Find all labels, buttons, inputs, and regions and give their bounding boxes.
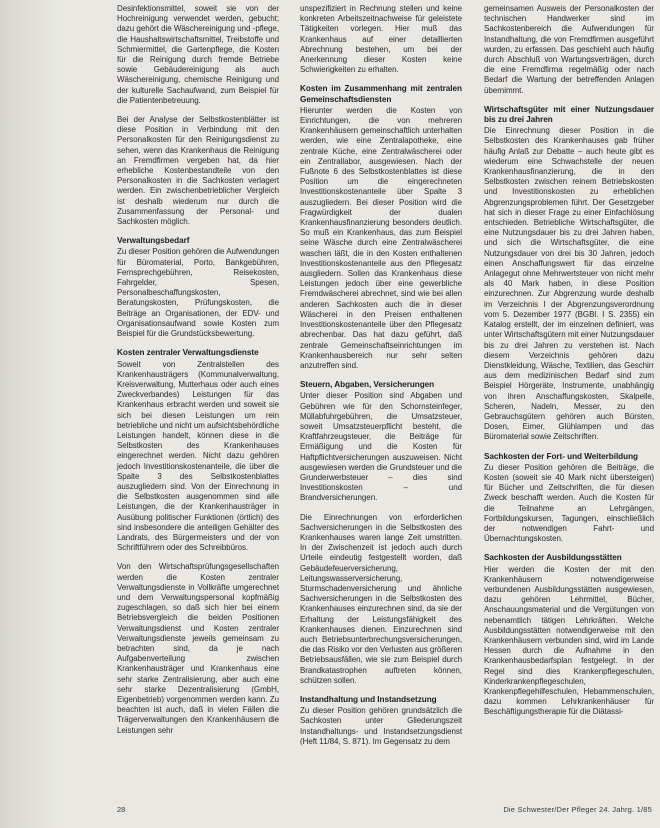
section-heading: Instandhaltung und Instandsetzung: [300, 695, 437, 704]
paragraph: Unter dieser Position sind Abgaben und Gebühren wie für den Schornsteinfeger, Müllabfuhrgebühren, die Umsatzsteuer, soweit Umsatzsteuerpflicht besteht, die Kraftfahrzeugsteuer, die Beiträge für Ermäßigung und die Kosten für Haftpflichtversicherungen auszuweisen. Nicht ausgewiesen werden die Grundsteuer und die Grunderwerbsteuer – dies sind Investitionskosten – und Brandversicherungen.: [300, 391, 462, 503]
section-heading: Kosten zentraler Verwaltungsdienste: [117, 348, 259, 358]
paragraph: Hier werden die Kosten der mit den Krankenhäusern notwendigerweise verbundenen Ausbildungsstätten ausgewiesen, dazu gehören Lehrmittel, Bücher, Anschauungsmaterial und die Vergütungen von nebenamtlich tätigen Lehrkräften. Welche Ausbildungsstätten notwendigerweise mit den Krankenhäusern verbunden sind, wird im Lande Hessen durch die Aufnahme in den Krankenhausbedarfsplan festgelegt. In der Regel sind dies Krankenpflegeschulen, Kinderkrankenpflegeschulen, Krankenpflegehilfeschulen, Hebammenschulen, dazu kommen Lehrkrankenhäuser für Beschäftigungstherapie für die Diätassi-: [484, 564, 654, 717]
section-heading: Sachkosten der Ausbildungsstätten: [484, 553, 622, 563]
paragraph: Zu dieser Position gehören grundsätzlich die Sachkosten unter Gliederungszeit Instandhaltungs- und Instandsetzungsdienst (Heft 11/84, S. 871). Im Gegensatz zu dem: [300, 706, 462, 746]
paragraph: unspezifiziert in Rechnung stellen und keine konkreten Arbeitszeitnachweise für geleistete Tätigkeiten vorlegen. Hier muß das Krankenhaus auf einer detaillierten Abrechnung bestehen, um bei der Anerkennung dieser Kosten keine Schwierigkeiten zu erhalten.: [300, 4, 462, 75]
paragraph: Hierunter werden die Kosten von Einrichtungen, die von mehreren Krankenhäusern gemeinschaftlich unterhalten werden, wie eine Zentralapotheke, eine zentrale Küche, eine Zentralwäscherei oder ein Zentrallabor, ausgewiesen. Nach der Fußnote 6 des Selbstkostenblattes ist diese Position um die eingerechneten Investitionskostenanteile über Spalte 3 auszugliedern. Bei dieser Position wird die Fragwürdigkeit der dualen Krankenhausfinanzierung besonders deutlich. So muß ein Krankenhaus, das zum Beispiel seine Wäsche durch eine Zentralwäscherei waschen läßt, die in den Kosten enthaltenen Investitionskostenanteile aus den Pflegesatz ausgliedern. Sollen das Krankenhaus diese Leistungen jedoch über eine gewerbliche Fremdwäscherei abrechnet, sind wie bei allen anderen Sachkosten auch die in dieser Wäscherei in den Preisen enthaltenen Investitionskostenanteile über den Pflegesatz abrechenbar. Das hat dazu geführt, daß zentrale Gemeinschaftseinrichtungen im Krankenhausbereich nur sehr selten anzutreffen sind.: [300, 105, 462, 370]
page-number: 28: [117, 805, 126, 814]
paragraph: Bei der Analyse der Selbstkostenblätter ist diese Position in Verbindung mit den Personalkosten für den Reinigungsdienst zu sehen, wenn das Krankenhaus die Reinigung an Fremdfirmen vergeben hat, da hier erhebliche Kostenbestandteile von den Personalkosten in die Sachkosten verlagert werden. Ein zwischenbetrieblicher Vergleich ist deshalb wiederum nur durch die Zusammenfassung der Personal- und Sachkosten möglich.: [117, 115, 279, 227]
paragraph: Die Einrechnung dieser Position in die Selbstkosten des Krankenhauses gab früher häufig Anlaß zur Debatte – auch heute gibt es wiederum eine Schwachstelle der neuen Krankenhausfinanzierung, die in den Selbstkosten zwischen reinem Betriebskosten und Investitionskosten zu erheblichen Abgrenzungsproblemen führt. Der Gesetzgeber hat sich in dieser Frage zu einer Einfachlösung entschieden. Betriebliche Wirtschaftsgüter, die eine Nutzungsdauer bis zu drei Jahren haben, und sich die Wirtschaftsgüter, die eine Nutzungsdauer von drei bis 30 Jahren, jedoch einen Anschaffungswert für das einzelne Anlagegut ohne Mehrwertsteuer von nicht mehr als 40 Mark haben, in diese Position einzurechnen. Zur Abgrenzung wurde deshalb im Verzeichnis I der Abgrenzungsverordnung vom 5. Dezember 1977 (BGBl. I S. 2355) ein Katalog erstellt, der im einzelnen definiert, was unter Wirtschaftsgütern mit einer Nutzungsdauer bis zu drei Jahren zu verstehen ist. Nach diesem Verzeichnis gehören dazu Dienstkleidung, Wäsche, Textilien, das Geschirr aus dem medizinischen Bedarf sind zum Beispiel Hörgeräte, Instrumente, unabhängig von ihren Anschaffungskosten, Skalpelle, Scheren, Nadeln, Messer, zu den Gebrauchsgütern gehören auch Bürsten, Dosen, Eimer, Glühlampen und das Büromaterial sowie Zeitschriften.: [484, 126, 654, 442]
section-heading: Steuern, Abgaben, Versicherungen: [300, 380, 435, 390]
text-column-1: [117, 4, 279, 745]
page-footer: [0, 805, 660, 819]
section-heading: Verwaltungsbedarf: [117, 236, 190, 246]
journal-source-line: Die Schwester/Der Pfleger 24. Jahrg. 1/85: [503, 805, 652, 814]
paragraph: Die Einrechnungen von erforderlichen Sachversicherungen in die Selbstkosten des Krankenhauses waren lange Zeit umstritten. In der Zwischenzeit ist jedoch auch durch Urteile eindeutig festgestellt worden, daß Gebäudefeuerversicherung, Leitungswasserversicherung, Sturmschadenversicherung und ähnliche Sachversicherungen in die Selbstkosten des Krankenhauses einzurechnen sind, da sie der Erhaltung der Leistungsfähigkeit des Krankenhauses dienen. Einzurechnen sind auch Betriebsunterbrechungsversicherungen, die das Risiko vor den Verlusten aus größeren Betriebsausfällen, wie sie zum Beispiel durch Brandkatastrophen auftreten können, schützen sollen.: [300, 512, 462, 685]
paragraph: Von den Wirtschaftsprüfungsgesellschaften werden die Kosten zentraler Verwaltungsdienste in Vollkräfte umgerechnet und dem Verwaltungspersonal kopfmäßig zugeschlagen, so daß sich hier bei einem Betriebsvergleich die beiden Positionen Verwaltungsdienst und Kosten zentraler Verwaltungsdienste jeweils gemeinsam zu betrachten sind, da je nach Aufgabenverteilung zwischen Krankenhausträger und Krankenhaus eine sehr starke Zentralisierung, aber auch eine sehr starke Dezentralisierung (GmbH, Eigenbetrieb) vorgenommen werden kann. Zu beachten ist auch, daß in vielen Fällen die Trägerverwaltungen den Krankenhäusern die Leistungen sehr: [117, 562, 279, 735]
section-heading: Wirtschaftsgüter mit einer Nutzungsdauer bis zu drei Jahren: [484, 104, 654, 125]
paragraph: gemeinsamen Ausweis der Personalkosten der technischen Handwerker sind im Sachkostenbereich die Aufwendungen für Instandhaltung, die von Fremdfirmen ausgeführt wurden, zu erfassen. Das geschieht auch häufig durch Abschluß von Wartungsverträgen, durch die eine Fremdfirma regelmäßig oder nach Bedarf die Wartung der betreffenden Anlagen übernimmt.: [484, 4, 654, 95]
text-column-3: [484, 4, 654, 727]
section-heading: Kosten im Zusammenhang mit zentralen Gemeinschaftsdiensten: [300, 84, 462, 104]
paragraph: Zu dieser Position gehören die Aufwendungen für Büromaterial, Porto, Bankgebühren, Fernsprechgebühren, Reisekosten, Fahrgelder, Spesen, Personalbeschaffungskosten, Beratungskosten, Prüfungskosten, die Beiträge an Organisationen, der EDV- und Organisationsaufwand sowie Kosten zum Beispiel für die Grundstücksbewertung.: [117, 247, 279, 339]
paragraph: Desinfektionsmittel, soweit sie von der Hochreinigung verwendet werden, gebucht; dazu gehört die Wäschereinigung und -pflege, die Haushaltswirtschaftsmittel, Treibstoffe und Schmiermittel, die Gartenpflege, die Kosten für die Reinigung durch fremde Betriebe sowie Gebäudereinigung als auch Wäschereinigung, chemische Reinigung und der kulturelle Sachaufwand, zum Beispiel für die Patientenbetreuung.: [117, 4, 279, 105]
section-heading: Sachkosten der Fort- und Weiterbildung: [484, 451, 638, 461]
paragraph: Zu dieser Position gehören die Beiträge, die Kosten (soweit sie 40 Mark nicht übersteigen) für Bücher und Zeitschriften, die für diesen Zweck beschafft werden. Auch die Kosten für die Teilnahme an Lehrgängen, Fortbildungskursen, Tagungen, einschließlich der notwendigen Fahrt- und Übernachtungskosten.: [484, 462, 654, 544]
text-column-2: [300, 4, 462, 756]
binding-gutter: [0, 0, 60, 828]
paragraph: Soweit von Zentralstellen des Krankenhausträgers (Kommunalverwaltung, Kreisverwaltung, Mutterhaus oder auch eines Zweckverbandes) Leistungen für das Krankenhaus erbracht werden und soweit sie sich bei diesen Leistungen um rein betriebliche und nicht um aufsichtsbehördliche Leistungen handelt, können diese in die Selbstkosten des Krankenhauses eingerechnet werden. Nicht dazu gehören jedoch Investitionskostenanteile, die über die Spalte 3 des Selbstkostenblattes auszugliedern sind. Von der Einrechnung in die Selbstkosten ausgenommen sind alle Leistungen, die der Krankenhausträger in Ausübung politischer Funktionen (örtlich) des sind insbesondere die anteiligen Gehälter des Landrats, des Bürgermeisters und der von Schriftführern oder des Schreibbüros.: [117, 359, 279, 553]
